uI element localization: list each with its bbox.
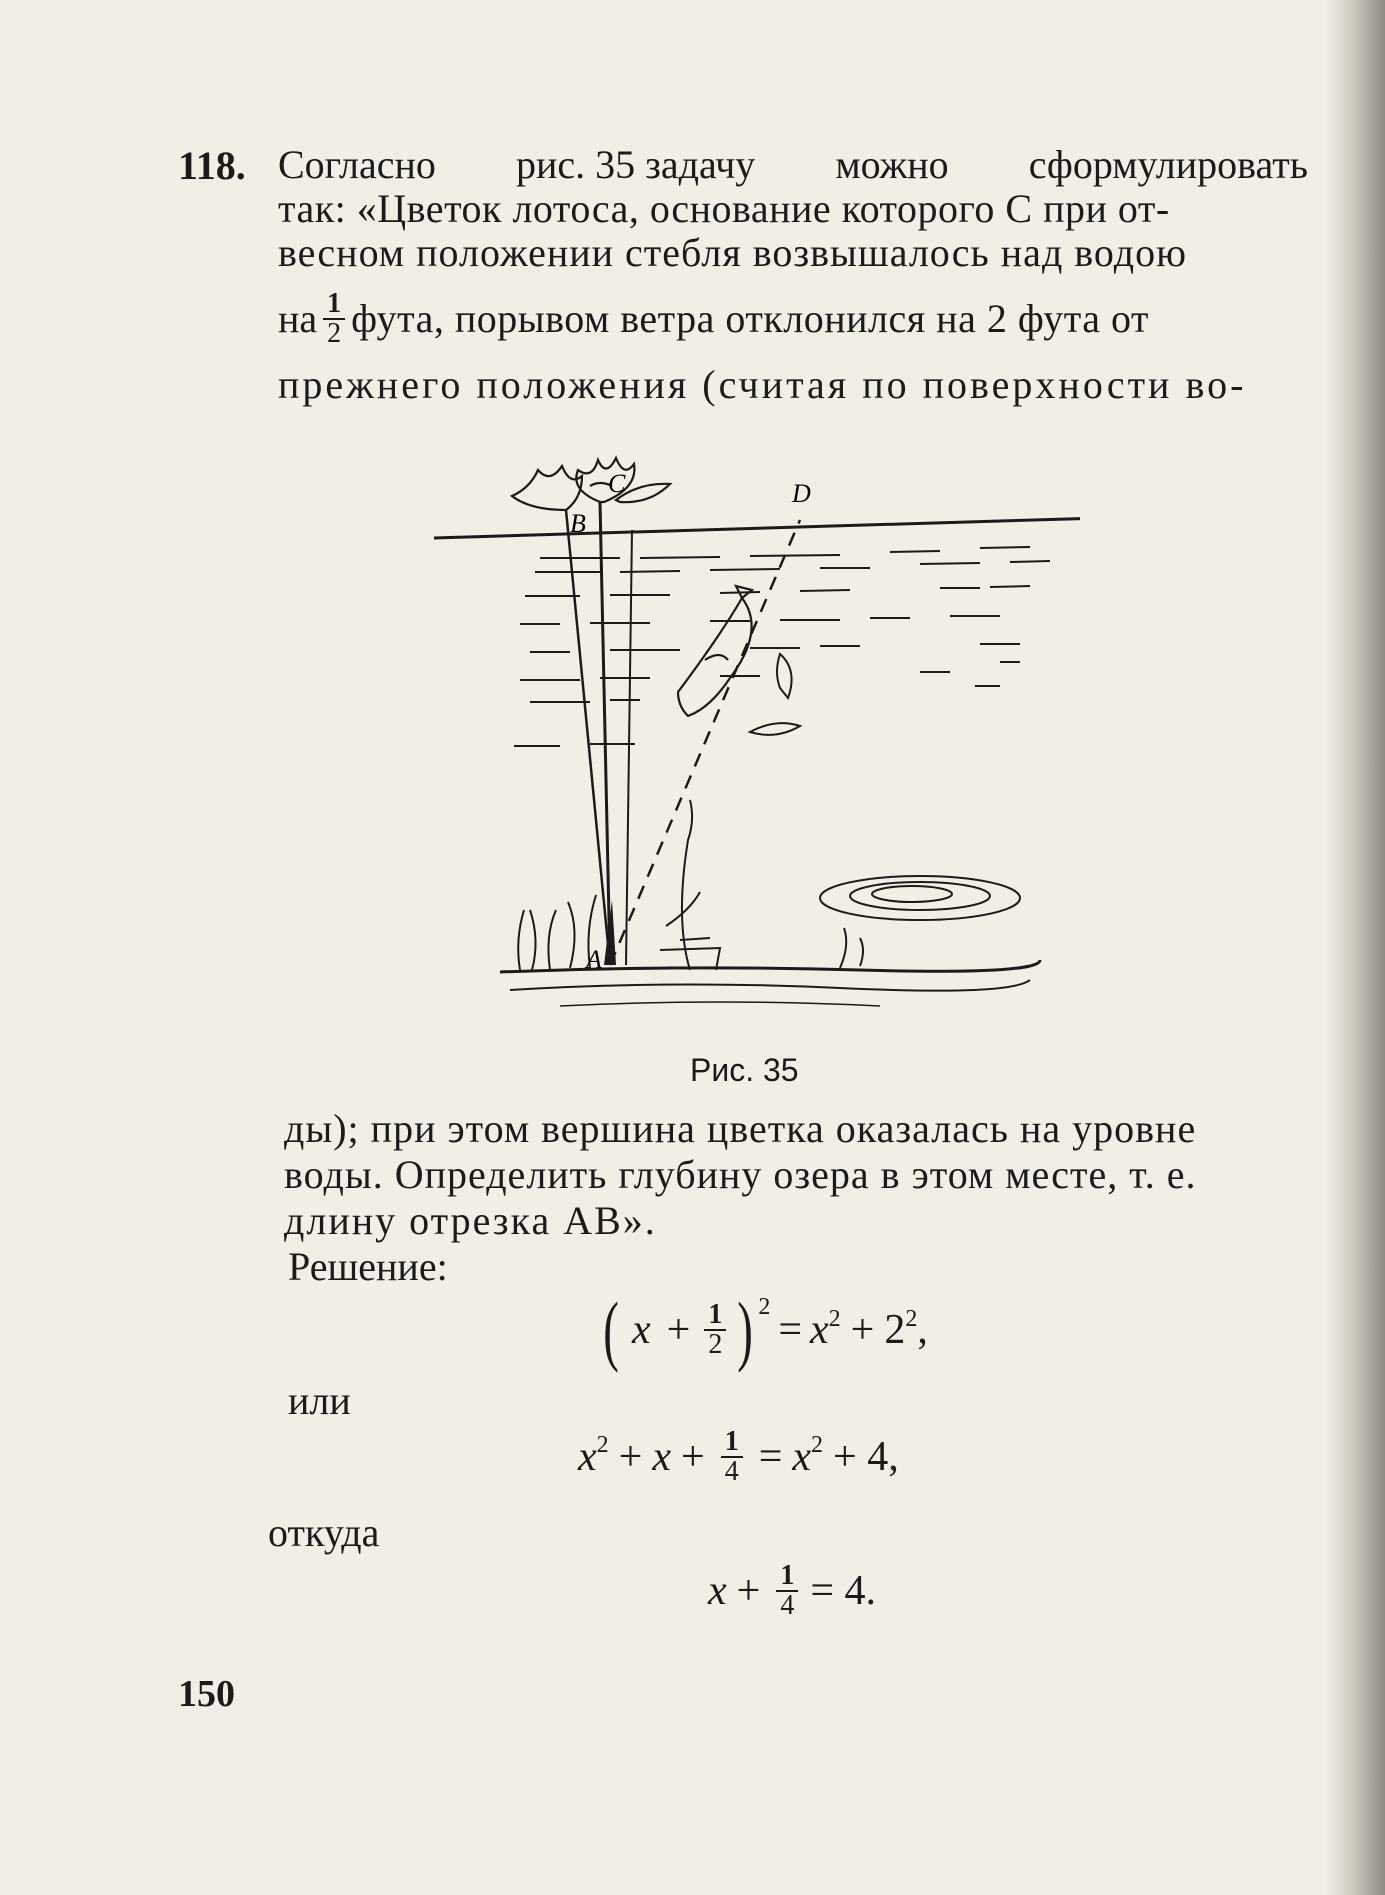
water-dashes: [514, 547, 1050, 746]
var-x: x: [708, 1568, 727, 1614]
lotus-figure: [420, 440, 1080, 1020]
bottom-ripples: [820, 876, 1020, 920]
figure-caption: Рис. 35: [690, 1052, 799, 1088]
exponent: 2: [596, 1432, 609, 1458]
fraction-one-half: [704, 1301, 726, 1359]
continuation-line-1: ды); при этом вершина цветка оказалась на уровне: [284, 1106, 1197, 1151]
fraction-denominator: 4: [721, 1456, 743, 1486]
equation-tail: + 4,: [833, 1434, 899, 1480]
fish-large: [678, 586, 752, 716]
exponent: 2: [905, 1306, 918, 1332]
fraction-numerator: 1: [327, 288, 342, 319]
fraction-numerator: 1: [724, 1426, 739, 1457]
problem-line-1: [278, 142, 1308, 188]
label-d: D: [792, 479, 811, 508]
fraction-numerator: 1: [708, 1299, 723, 1330]
lotus-flower-tilted: [512, 466, 582, 510]
var-x: x: [792, 1434, 812, 1480]
page-number: 150: [178, 1673, 235, 1715]
dashed-line-ad: [610, 520, 800, 965]
fraction-numerator: 1: [780, 1560, 795, 1591]
problem-line-2: так: «Цветок лотоса, основание которого C при от-: [278, 186, 1170, 231]
problem-line-4: [278, 290, 1149, 348]
stem-vertical: [600, 502, 610, 965]
lotus-flower-upright: [576, 458, 634, 502]
exponent: 2: [758, 1294, 771, 1320]
fraction-denominator: 2: [323, 318, 345, 348]
word-or: или: [288, 1378, 351, 1423]
label-c: C: [608, 469, 626, 498]
equals-sign: =: [778, 1307, 802, 1353]
fraction-denominator: 4: [776, 1590, 798, 1620]
problem-line-5: прежнего положения (считая по поверхности во-: [278, 362, 1247, 407]
word: можно: [835, 142, 949, 187]
lake-bottom: [500, 960, 1040, 972]
fraction-denominator: 2: [704, 1329, 726, 1359]
var-x: x: [652, 1434, 671, 1480]
comma: ,: [917, 1307, 928, 1353]
bottom-weeds: [518, 800, 863, 970]
word: Согласно: [278, 142, 436, 187]
solution-label: Решение:: [288, 1244, 448, 1289]
word: сформулировать: [1028, 142, 1308, 187]
number-two: 2: [884, 1307, 906, 1353]
problem-number: 118.: [178, 143, 246, 188]
var-x: x: [631, 1307, 651, 1353]
plus-sign: +: [681, 1434, 705, 1480]
continuation-line-2: воды. Определить глубину озера в этом месте, т. е.: [284, 1152, 1197, 1197]
line-remainder: фута, порывом ветра отклонился на 2 фута от: [351, 296, 1149, 341]
plus-sign: +: [736, 1568, 761, 1614]
exponent: 2: [828, 1306, 841, 1332]
water-surface-line: [434, 518, 1080, 538]
fish-small: [750, 654, 800, 735]
equation-3: [708, 1546, 876, 1636]
fraction-one-quarter: [721, 1428, 743, 1486]
equation-tail: = 4.: [810, 1568, 877, 1614]
equation-1: [598, 1280, 928, 1380]
word: рис. 35 задачу: [515, 142, 756, 187]
var-x: x: [578, 1434, 597, 1480]
equation-2: [578, 1412, 899, 1502]
plus-sign: +: [618, 1434, 643, 1480]
stem-tilted: [566, 510, 610, 965]
plus-sign: +: [850, 1307, 875, 1353]
equals-sign: =: [758, 1434, 783, 1480]
word: на: [278, 296, 318, 341]
fraction-one-half: [323, 290, 345, 348]
right-paren: ): [737, 1286, 754, 1373]
word-whence: откуда: [268, 1510, 380, 1555]
continuation-line-3: длину отрезка AB».: [284, 1198, 657, 1243]
var-x: x: [810, 1307, 829, 1353]
plus-sign: +: [666, 1307, 691, 1353]
problem-line-3: весном положении стебля возвышалось над водою: [278, 230, 1187, 275]
fraction-one-quarter: [776, 1562, 798, 1620]
exponent: 2: [811, 1432, 824, 1458]
book-gutter-shadow: [1325, 0, 1385, 1895]
left-paren: (: [603, 1286, 619, 1373]
label-a: A: [586, 945, 602, 974]
label-b: B: [570, 509, 586, 538]
